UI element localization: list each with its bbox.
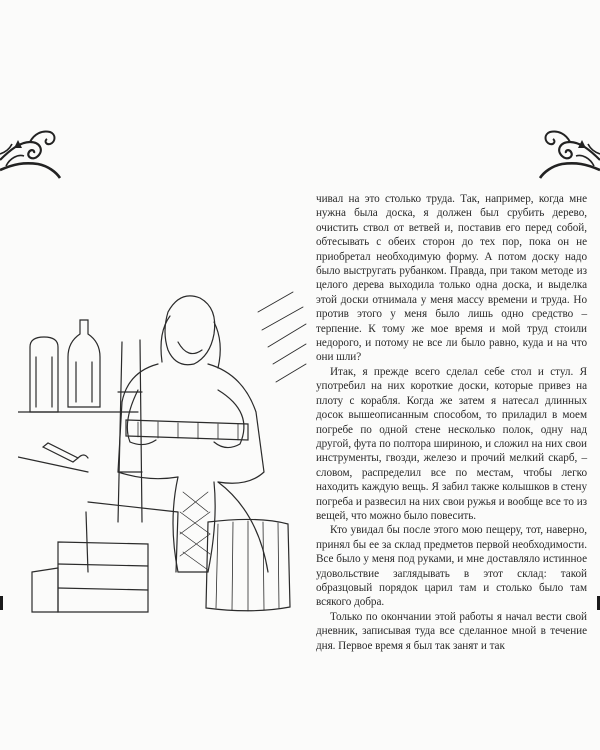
text-column: [316, 192, 587, 653]
paragraph-4: Только по окончании этой работы я начал вести свой дневник, записывая туда все сделанное мной в течение дня. Первое время я был так занят и так: [316, 610, 587, 652]
corner-ornament-left: [0, 120, 62, 180]
page-edge-mark-left: [0, 596, 3, 610]
corner-ornament-right: [538, 120, 600, 180]
paragraph-2: Итак, я прежде всего сделал себе стол и стул. Я употребил на них короткие доски, которые привез на плоту с корабля. Когда же затем я натесал длинных досок вышеописанным способом, то приладил в моем погребе по одной стене несколько полок, одну над другой, фута по полтора шириною, и сложил на них свои инструменты, гвозди, железо и прочий мелкий скарб, – словом, распределил все по местам, чтобы легко находить каждую вещь. Я забил также колышков в стену погреба и развесил на них свои ружья и вообще все то из вещей, что можно было повесить.: [316, 365, 587, 522]
illustration-carpenter: [18, 272, 308, 617]
paragraph-1: чивал на это столько труда. Так, например, когда мне нужна была доска, я должен был срубить дерево, очистить ствол от ветвей и, поставив его перед собой, обтесывать с обеих сторон до тех пор, пока он не приобретал необходимую форму. А потом доску надо было выстругать рубанком. Правда, при таком методе из целого дерева выходила только одна доска, и выделка этой доски отнимала у меня массу времени и труда. Но против этого у меня было лишь одно средство – терпение. К тому же мое время и мой труд стоили недорого, и потому не все ли было равно, куда и на что они шли?: [316, 193, 587, 364]
paragraph-3: Кто увидал бы после этого мою пещеру, тот, наверно, принял бы ее за склад предметов первой необходимости. Все было у меня под руками, и мне доставляло истинное удовольствие заглядывать в этот склад: такой образцовый порядок царил там и столько было там всякого добра.: [316, 524, 587, 609]
